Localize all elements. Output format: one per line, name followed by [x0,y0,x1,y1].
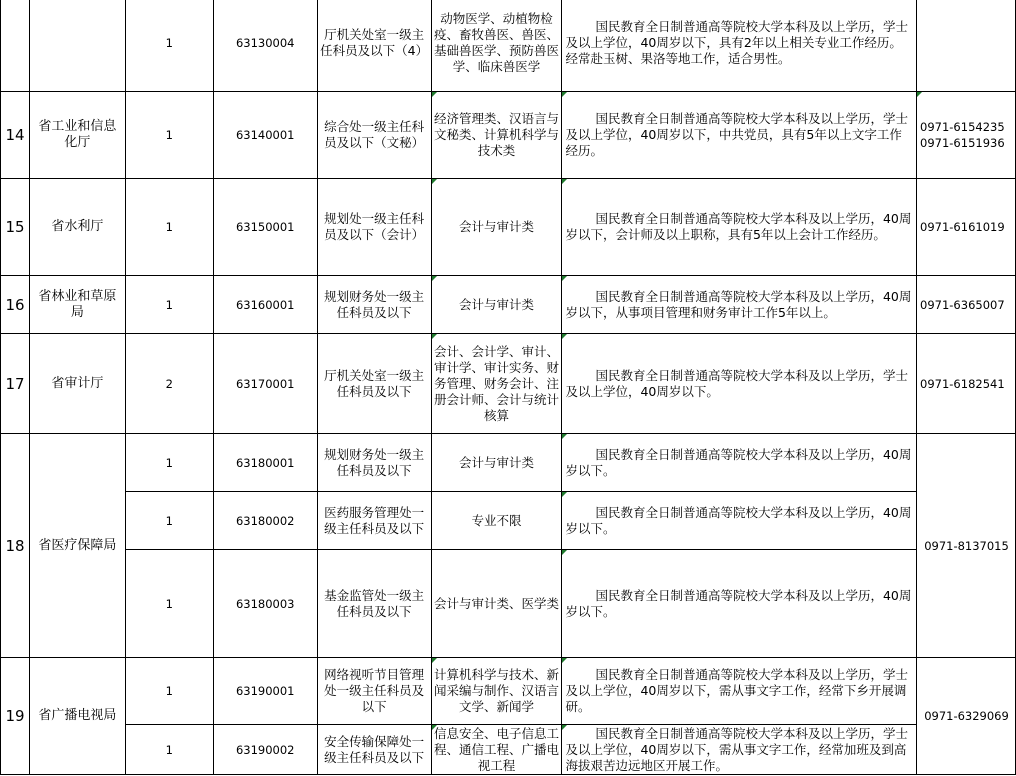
table-row [1,334,1016,434]
position-code-cell: 63190002 [213,725,317,775]
unit-cell: 省林业和草原局 [29,276,125,334]
position-code-cell: 63130004 [213,0,317,92]
major-cell: 会计与审计类 [431,179,562,276]
comment-marker-icon [562,92,567,97]
count-cell: 1 [125,725,213,775]
comment-marker-icon [432,725,437,730]
seq-cell: 14 [1,92,30,179]
table-row [1,276,1016,334]
major-cell: 会计、会计学、审计、审计学、审计实务、财务管理、财务会计、注册会计师、会计与统计核算 [431,334,562,434]
position-name-cell: 规划财务处一级主任科员及以下 [317,276,431,334]
unit-cell [29,0,125,92]
phone-cell: 0971-6182541 [917,334,1016,434]
seq-cell [1,0,30,92]
position-name-cell: 规划处一级主任科员及以下（会计） [317,179,431,276]
requirement-cell: 国民教育全日制普通高等院校大学本科及以上学历，40周岁以下，会计师及以上职称，具有5年以上会计工作经历。 [562,179,917,276]
position-code-cell: 63190001 [213,658,317,725]
comment-marker-icon [562,725,567,730]
table-row [1,725,1016,775]
phone-cell: 0971-8137015 [917,434,1016,658]
position-code-cell: 63150001 [213,179,317,276]
major-cell: 经济管理类、汉语言与文秘类、计算机科学与技术类 [431,92,562,179]
requirement-cell: 国民教育全日制普通高等院校大学本科及以上学历，学士及以上学位，40周岁以下，需从事文字工作，经常加班及到高海拔艰苦边远地区开展工作。 [562,725,917,775]
table-row [1,92,1016,179]
position-name-cell: 网络视听节目管理处一级主任科员及以下 [317,658,431,725]
seq-cell: 19 [1,658,30,775]
count-cell: 1 [125,658,213,725]
phone-cell: 0971-6161019 [917,179,1016,276]
major-cell: 动物医学、动植物检疫、畜牧兽医、兽医、基础兽医学、预防兽医学、临床兽医学 [431,0,562,92]
count-cell: 1 [125,276,213,334]
requirement-cell: 国民教育全日制普通高等院校大学本科及以上学历，学士及以上学位，40周岁以下，需从事文字工作，经常下乡开展调研。 [562,658,917,725]
comment-marker-icon [562,434,567,439]
position-code-cell: 63180003 [213,550,317,658]
requirement-cell: 国民教育全日制普通高等院校大学本科及以上学历，40周岁以下。 [562,550,917,658]
major-cell: 信息安全、电子信息工程、通信工程、广播电视工程 [431,725,562,775]
comment-marker-icon [562,334,567,339]
major-cell: 会计与审计类 [431,276,562,334]
requirement-cell: 国民教育全日制普通高等院校大学本科及以上学历，学士及以上学位，40周岁以下，具有2年以上相关专业工作经历。经常赴玉树、果洛等地工作，适合男性。 [562,0,917,92]
comment-marker-icon [562,658,567,663]
phone-cell: 0971-6329069 [917,658,1016,775]
seq-cell: 15 [1,179,30,276]
position-name-cell: 规划财务处一级主任科员及以下 [317,434,431,492]
count-cell: 1 [125,550,213,658]
unit-cell: 省广播电视局 [29,658,125,775]
comment-marker-icon [562,276,567,281]
comment-marker-icon [562,550,567,555]
comment-marker-icon [432,276,437,281]
position-code-cell: 63160001 [213,276,317,334]
position-code-cell: 63170001 [213,334,317,434]
major-cell: 计算机科学与技术、新闻采编与制作、汉语言文学、新闻学 [431,658,562,725]
position-name-cell: 医药服务管理处一级主任科员及以下 [317,492,431,550]
count-cell: 2 [125,334,213,434]
requirement-cell: 国民教育全日制普通高等院校大学本科及以上学历，学士及以上学位，40周岁以下，中共党员，具有5年以上文字工作经历。 [562,92,917,179]
phone-cell: 0971-6154235 0971-6151936 [917,92,1016,179]
table-row [1,0,1016,92]
requirement-cell: 国民教育全日制普通高等院校大学本科及以上学历，40周岁以下。 [562,492,917,550]
phone-cell: 0971-6365007 [917,276,1016,334]
seq-cell: 17 [1,334,30,434]
major-cell: 专业不限 [431,492,562,550]
seq-cell: 18 [1,434,30,658]
position-code-cell: 63180002 [213,492,317,550]
position-name-cell: 厅机关处室一级主任科员及以下 [317,334,431,434]
comment-marker-icon [432,179,437,184]
unit-cell: 省水利厅 [29,179,125,276]
table-row [1,434,1016,492]
position-name-cell: 厅机关处室一级主任科员及以下（4） [317,0,431,92]
comment-marker-icon [562,492,567,497]
count-cell: 1 [125,0,213,92]
unit-cell: 省医疗保障局 [29,434,125,658]
major-cell: 会计与审计类 [431,434,562,492]
position-code-cell: 63140001 [213,92,317,179]
seq-cell: 16 [1,276,30,334]
table-row [1,658,1016,725]
unit-cell: 省工业和信息化厅 [29,92,125,179]
position-name-cell: 基金监管处一级主任科员及以下 [317,550,431,658]
position-code-cell: 63180001 [213,434,317,492]
comment-marker-icon [432,334,437,339]
position-name-cell: 安全传输保障处一级主任科员及以下 [317,725,431,775]
comment-marker-icon [432,658,437,663]
phone-cell [917,0,1016,92]
unit-cell: 省审计厅 [29,334,125,434]
table-row [1,550,1016,658]
count-cell: 1 [125,179,213,276]
count-cell: 1 [125,434,213,492]
requirement-cell: 国民教育全日制普通高等院校大学本科及以上学历，40周岁以下，从事项目管理和财务审计工作5年以上。 [562,276,917,334]
comment-marker-icon [562,179,567,184]
major-cell: 会计与审计类、医学类 [431,550,562,658]
table-row [1,179,1016,276]
requirement-cell: 国民教育全日制普通高等院校大学本科及以上学历，学士及以上学位，40周岁以下。 [562,334,917,434]
count-cell: 1 [125,492,213,550]
comment-marker-icon [432,92,437,97]
requirement-cell: 国民教育全日制普通高等院校大学本科及以上学历，40周岁以下。 [562,434,917,492]
table-row [1,492,1016,550]
comment-marker-icon [917,92,922,97]
count-cell: 1 [125,92,213,179]
position-name-cell: 综合处一级主任科员及以下（文秘） [317,92,431,179]
